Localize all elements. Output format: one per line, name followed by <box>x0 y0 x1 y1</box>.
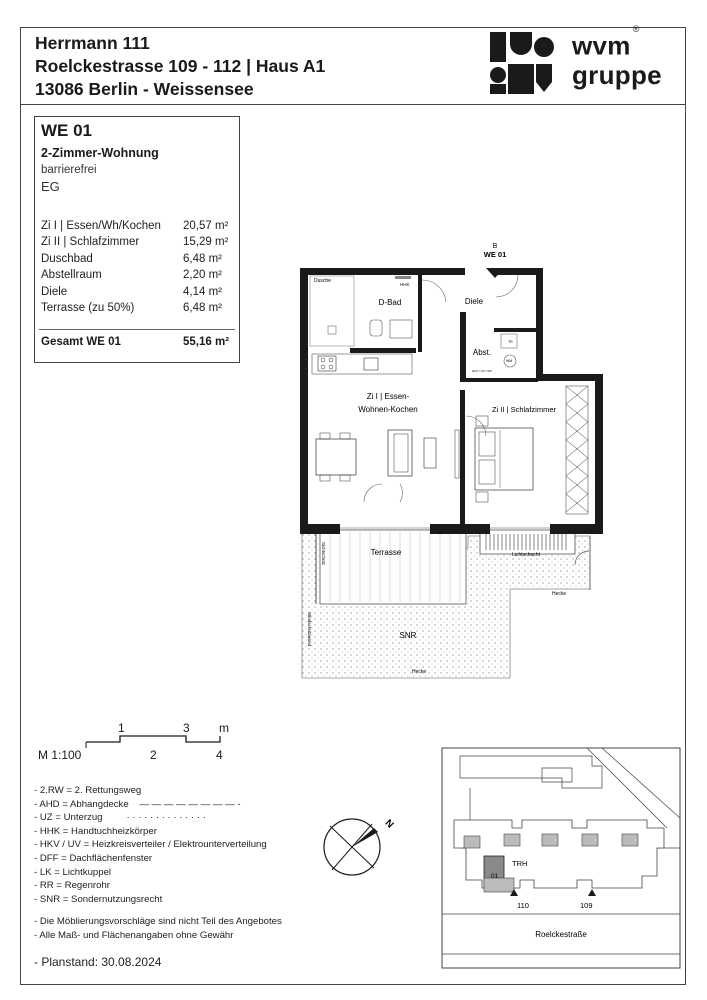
note-item: - Alle Maß- und Flächenangaben ohne Gewähr <box>34 929 234 941</box>
unit-info-box <box>34 116 240 363</box>
uz-line-sample: · · · · · · · · · · · · · · <box>126 812 206 824</box>
washbasin <box>390 320 412 338</box>
bedroom-label: Zi II | Schlafzimmer <box>491 405 557 414</box>
cooktop <box>318 356 336 371</box>
hecke-label-2: Hecke <box>412 669 427 675</box>
room-row <box>41 267 235 283</box>
hhk-label: HHK <box>400 282 410 287</box>
double-bed <box>475 428 533 490</box>
legend-item: - HKV / UV = Heizkreisverteiler / Elektrounterverteilung <box>34 839 267 851</box>
room-area: 6,48 m² <box>183 252 222 265</box>
room-area: 20,57 m² <box>183 220 229 232</box>
disclaimer-notes <box>34 915 334 942</box>
site-plan <box>442 748 680 968</box>
lichtschacht-label: Lichtschacht <box>512 552 540 558</box>
project-name: Herrmann 111 <box>35 33 150 53</box>
room-area: 15,29 m² <box>183 236 229 249</box>
nightstand <box>476 492 488 502</box>
entrance-unit-label: WE 01 <box>483 250 507 259</box>
entrance-b-label: B <box>492 243 498 250</box>
legend-item: - DFF = Dachflächenfenster <box>34 852 153 864</box>
room-area: 4,14 m² <box>183 285 222 298</box>
note-item: - Die Möblierungsvorschläge sind nicht Teil des Angebotes <box>34 916 282 927</box>
room-name: Abstellraum <box>41 269 102 282</box>
kitchen-sink <box>364 358 378 370</box>
toilet <box>370 320 382 336</box>
north-letter: N <box>382 817 396 831</box>
scale-tick-2: 2 <box>150 748 157 762</box>
scale-tick-1: 1 <box>118 721 125 735</box>
windschutzwand-label: Windschutzwand <box>307 612 312 647</box>
scale-tick-3: 3 <box>183 721 190 735</box>
towel-heater <box>395 276 411 279</box>
brand-wordmark <box>572 24 662 90</box>
hecke-label-1: Hecke <box>552 591 567 597</box>
total-row <box>41 336 235 348</box>
living-label-1: Zi I | Essen- <box>366 392 410 401</box>
brand-line1: wvm <box>572 30 631 61</box>
dryer-label: TR <box>508 340 513 344</box>
unit-floor: EG <box>41 179 60 194</box>
total-divider <box>39 329 235 330</box>
registered-mark: ® <box>632 24 640 34</box>
sofa <box>388 430 412 476</box>
shower-label: Dusche <box>314 278 331 284</box>
total-label: Gesamt WE 01 <box>41 336 121 348</box>
room-row <box>41 251 235 267</box>
plan-date: - Planstand: 30.08.2024 <box>34 955 162 969</box>
room-row <box>41 218 235 234</box>
room-name: Zi II | Schlafzimmer <box>41 236 140 249</box>
room-name: Zi I | Essen/Wh/Kochen <box>41 220 161 232</box>
wvm-logo-icon <box>488 30 554 96</box>
entrance-door-arc <box>496 275 518 297</box>
project-city: 13086 Berlin - Weissensee <box>35 79 254 99</box>
project-street: Roelckestrasse 109 - 112 | Haus A1 <box>35 56 326 76</box>
bath-label: D-Bad <box>378 298 402 307</box>
legend-item <box>34 798 324 812</box>
scale-tick-4: 4 <box>216 748 223 762</box>
total-area: 55,16 m² <box>183 336 230 348</box>
wm-label: WM <box>506 359 513 363</box>
legend-item-text: - AHD = Abhangdecke <box>34 798 129 810</box>
storage-label: Abst. <box>472 348 492 357</box>
light-shaft-grate <box>486 534 566 550</box>
room-area: 2,20 m² <box>183 269 222 282</box>
hkv-label: HKV / UV / WV <box>472 369 493 373</box>
room-area: 6,48 m² <box>183 302 222 315</box>
living-label-2: Wohnen-Kochen <box>358 405 418 414</box>
wardrobe <box>566 386 588 514</box>
room-name: Diele <box>41 285 68 298</box>
walls <box>300 268 603 534</box>
terrace-area <box>320 530 466 604</box>
unit-accessibility: barrierefrei <box>41 164 97 176</box>
scale-tick-m: m <box>219 721 229 735</box>
unit-id: WE 01 <box>41 121 93 140</box>
legend-item: - RR = Regenrohr <box>34 880 110 892</box>
coffee-table <box>424 438 436 468</box>
legend-item: - SNR = Sondernutzungsrecht <box>34 893 163 905</box>
unit-01-label: 01 <box>491 873 499 880</box>
street-label: Roelckestraße <box>535 930 587 939</box>
legend-item-text: - UZ = Unterzug <box>34 812 103 824</box>
snr-label: SNR <box>399 631 417 640</box>
room-list <box>41 218 235 316</box>
brand-line2: gruppe <box>572 59 662 90</box>
sichtschutz-label: Sichtschutz <box>321 542 326 566</box>
trh-label: TRH <box>512 859 528 868</box>
room-row <box>41 284 235 300</box>
unit-type: 2-Zimmer-Wohnung <box>41 146 159 160</box>
shower <box>310 276 354 346</box>
room-row <box>41 234 235 250</box>
legend <box>34 784 324 906</box>
legend-item <box>34 811 324 825</box>
legend-item: - HHK = Handtuchheizkörper <box>34 825 157 837</box>
room-name: Duschbad <box>41 252 93 265</box>
scale-label: M 1:100 <box>38 748 82 762</box>
room-name: Terrasse (zu 50%) <box>41 302 135 315</box>
header-divider <box>20 104 686 105</box>
terrace-label: Terrasse <box>370 548 402 557</box>
nightstand <box>476 416 488 426</box>
floor-plan <box>290 240 610 680</box>
house-number-110: 110 <box>517 901 529 910</box>
ahd-line-sample: — — — — — — — — - <box>139 798 241 810</box>
north-arrow-icon <box>314 812 394 882</box>
legend-item: - LK = Lichtkuppel <box>34 866 112 878</box>
house-number-109: 109 <box>580 901 593 910</box>
hall-label: Diele <box>464 297 484 306</box>
legend-item: - 2.RW = 2. Rettungsweg <box>34 785 142 796</box>
tv-board <box>455 430 459 478</box>
dining-table <box>316 439 356 475</box>
project-address <box>35 32 325 101</box>
room-row <box>41 300 235 316</box>
